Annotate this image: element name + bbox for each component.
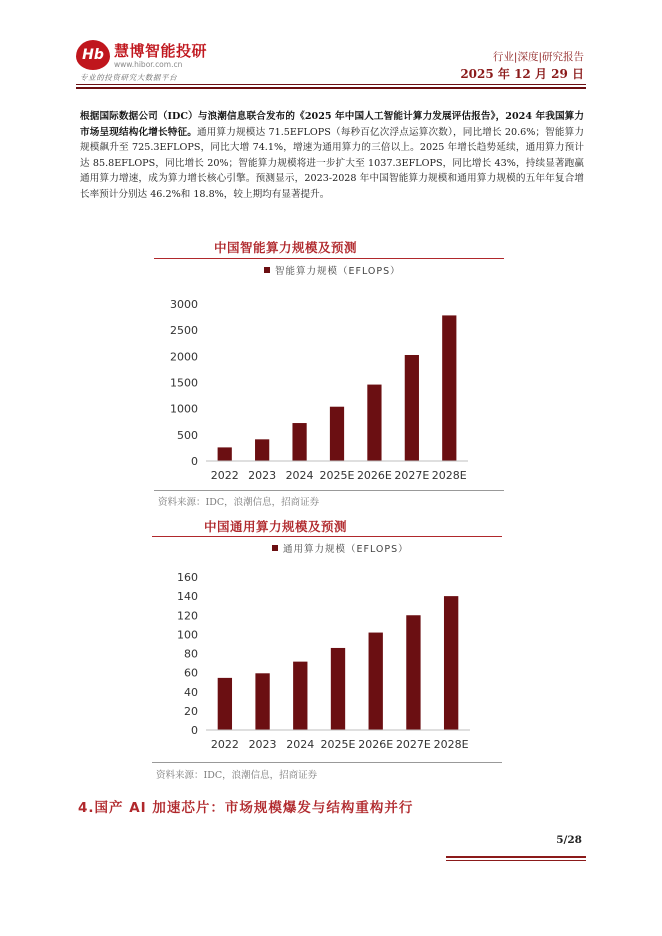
footer-rule-thick bbox=[446, 856, 586, 858]
c1-x-tick-6: 2028E bbox=[431, 469, 467, 482]
header-rule-thin bbox=[76, 84, 586, 85]
brand-logo bbox=[76, 38, 226, 88]
c1-x-tick-3: 2025E bbox=[319, 469, 355, 482]
chart2-x-axis bbox=[211, 738, 469, 751]
chart2-svg bbox=[152, 537, 502, 762]
chart1-title: 中国智能算力规模及预测 bbox=[214, 240, 358, 255]
c2-bar-2026E bbox=[369, 633, 383, 730]
c2-bar-2023 bbox=[255, 673, 269, 730]
c1-bar-2024 bbox=[292, 423, 306, 461]
brand-name: 慧博智能投研 bbox=[114, 42, 208, 60]
c2-x-tick-1: 2023 bbox=[248, 738, 277, 751]
c2-y-tick-2: 40 bbox=[184, 685, 198, 699]
chart1-bottom-rule bbox=[154, 490, 504, 491]
chart1-svg bbox=[154, 259, 504, 490]
c1-y-tick-2: 1000 bbox=[170, 402, 198, 416]
c2-x-tick-4: 2026E bbox=[358, 738, 394, 751]
c2-y-tick-6: 120 bbox=[177, 609, 198, 623]
c1-bar-2022 bbox=[218, 447, 232, 461]
c2-y-tick-8: 160 bbox=[177, 571, 198, 584]
brand-slogan: 专业的投资研究大数据平台 bbox=[80, 73, 178, 82]
c1-y-tick-4: 2000 bbox=[170, 350, 198, 364]
chart1-x-axis bbox=[211, 469, 467, 482]
c1-bar-2025E bbox=[330, 407, 344, 461]
c1-bar-2023 bbox=[255, 439, 269, 461]
brand-url: www.hibor.com.cn bbox=[114, 60, 183, 69]
c2-y-tick-4: 80 bbox=[184, 647, 198, 661]
chart1-legend-swatch bbox=[264, 267, 270, 273]
c2-x-tick-0: 2022 bbox=[210, 738, 239, 751]
c1-y-tick-1: 500 bbox=[177, 428, 198, 442]
chart1-source: 资料来源：IDC，浪潮信息，招商证券 bbox=[158, 497, 320, 508]
c2-bar-2025E bbox=[331, 648, 345, 730]
c1-x-tick-0: 2022 bbox=[210, 469, 239, 482]
c1-y-tick-5: 2500 bbox=[170, 324, 198, 338]
c1-y-tick-3: 1500 bbox=[170, 376, 198, 390]
c1-x-tick-2: 2024 bbox=[285, 469, 314, 482]
chart2-legend-swatch bbox=[272, 545, 278, 551]
paragraph-lead: 根据国际数据公司（IDC）与浪潮信息联合发布的《2025 年中国人工智能计算力发展评估报告》，2024 年我国算力市场呈现结构化增长特征。 bbox=[80, 111, 584, 138]
chart2-bars bbox=[218, 596, 459, 730]
c2-bar-2028E bbox=[444, 596, 458, 730]
section-heading: 4.国产 AI 加速芯片：市场规模爆发与结构重构并行 bbox=[78, 800, 414, 816]
report-type: 行业|深度|研究报告 bbox=[492, 51, 584, 63]
paragraph-body: 通用算力规模达 71.5EFLOPS（每秒百亿次浮点运算次数），同比增长 20.6%；智能算力规模飙升至 725.3EFLOPS，同比大增 74.1%，增速为通用算力的三倍以上。2025 年增长趋势延续，通用算力预计达 85.8EFLOPS，同比增长 20%；智能算力规模将进一步扩大至 1037.3EFLOPS，同比增长 43%，持续显著跑赢通用算力增速，成为算力增长核心引擎。预测显示，2023-2028 年中国智能算力规模和通用算力规模的五年年复合增长率预计分别达 46.2%和 18.8%，较上期均有显著提升。 bbox=[80, 126, 585, 200]
chart2-y-axis bbox=[177, 571, 198, 737]
chart1-bars bbox=[218, 315, 457, 461]
c2-bar-2024 bbox=[293, 662, 307, 730]
c2-x-tick-3: 2025E bbox=[320, 738, 356, 751]
chart1-legend-label: 智能算力规模（EFLOPS） bbox=[275, 266, 401, 277]
c1-bar-2027E bbox=[405, 355, 419, 461]
c2-y-tick-5: 100 bbox=[177, 628, 198, 642]
footer-rule-thin bbox=[446, 860, 586, 861]
c1-x-tick-5: 2027E bbox=[394, 469, 430, 482]
c1-x-tick-4: 2026E bbox=[356, 469, 392, 482]
report-date: 2025 年 12 月 29 日 bbox=[460, 67, 584, 81]
hibor-logo-icon: Hb bbox=[76, 40, 110, 70]
chart2-source: 资料来源：IDC，浪潮信息，招商证券 bbox=[156, 770, 318, 781]
page-number: 5/28 bbox=[556, 834, 582, 846]
chart2-legend-label: 通用算力规模（EFLOPS） bbox=[283, 544, 409, 555]
c2-x-tick-6: 2028E bbox=[433, 738, 469, 751]
c1-y-tick-6: 3000 bbox=[170, 298, 198, 311]
c2-y-tick-7: 140 bbox=[177, 590, 198, 604]
header-rule-thick bbox=[76, 87, 586, 89]
chart1-y-axis bbox=[170, 298, 198, 468]
c1-bar-2026E bbox=[367, 385, 381, 461]
c2-x-tick-2: 2024 bbox=[286, 738, 315, 751]
c1-x-tick-1: 2023 bbox=[248, 469, 277, 482]
c2-y-tick-1: 20 bbox=[184, 704, 198, 718]
c1-y-tick-0: 0 bbox=[191, 455, 198, 468]
c2-bar-2027E bbox=[406, 615, 420, 730]
c2-y-tick-3: 60 bbox=[184, 666, 198, 680]
chart2-title: 中国通用算力规模及预测 bbox=[204, 519, 348, 534]
c2-bar-2022 bbox=[218, 678, 232, 730]
c1-bar-2028E bbox=[442, 315, 456, 461]
c2-y-tick-0: 0 bbox=[191, 724, 198, 737]
chart2-bottom-rule bbox=[152, 762, 502, 763]
c2-x-tick-5: 2027E bbox=[395, 738, 431, 751]
body-paragraph bbox=[80, 109, 584, 203]
